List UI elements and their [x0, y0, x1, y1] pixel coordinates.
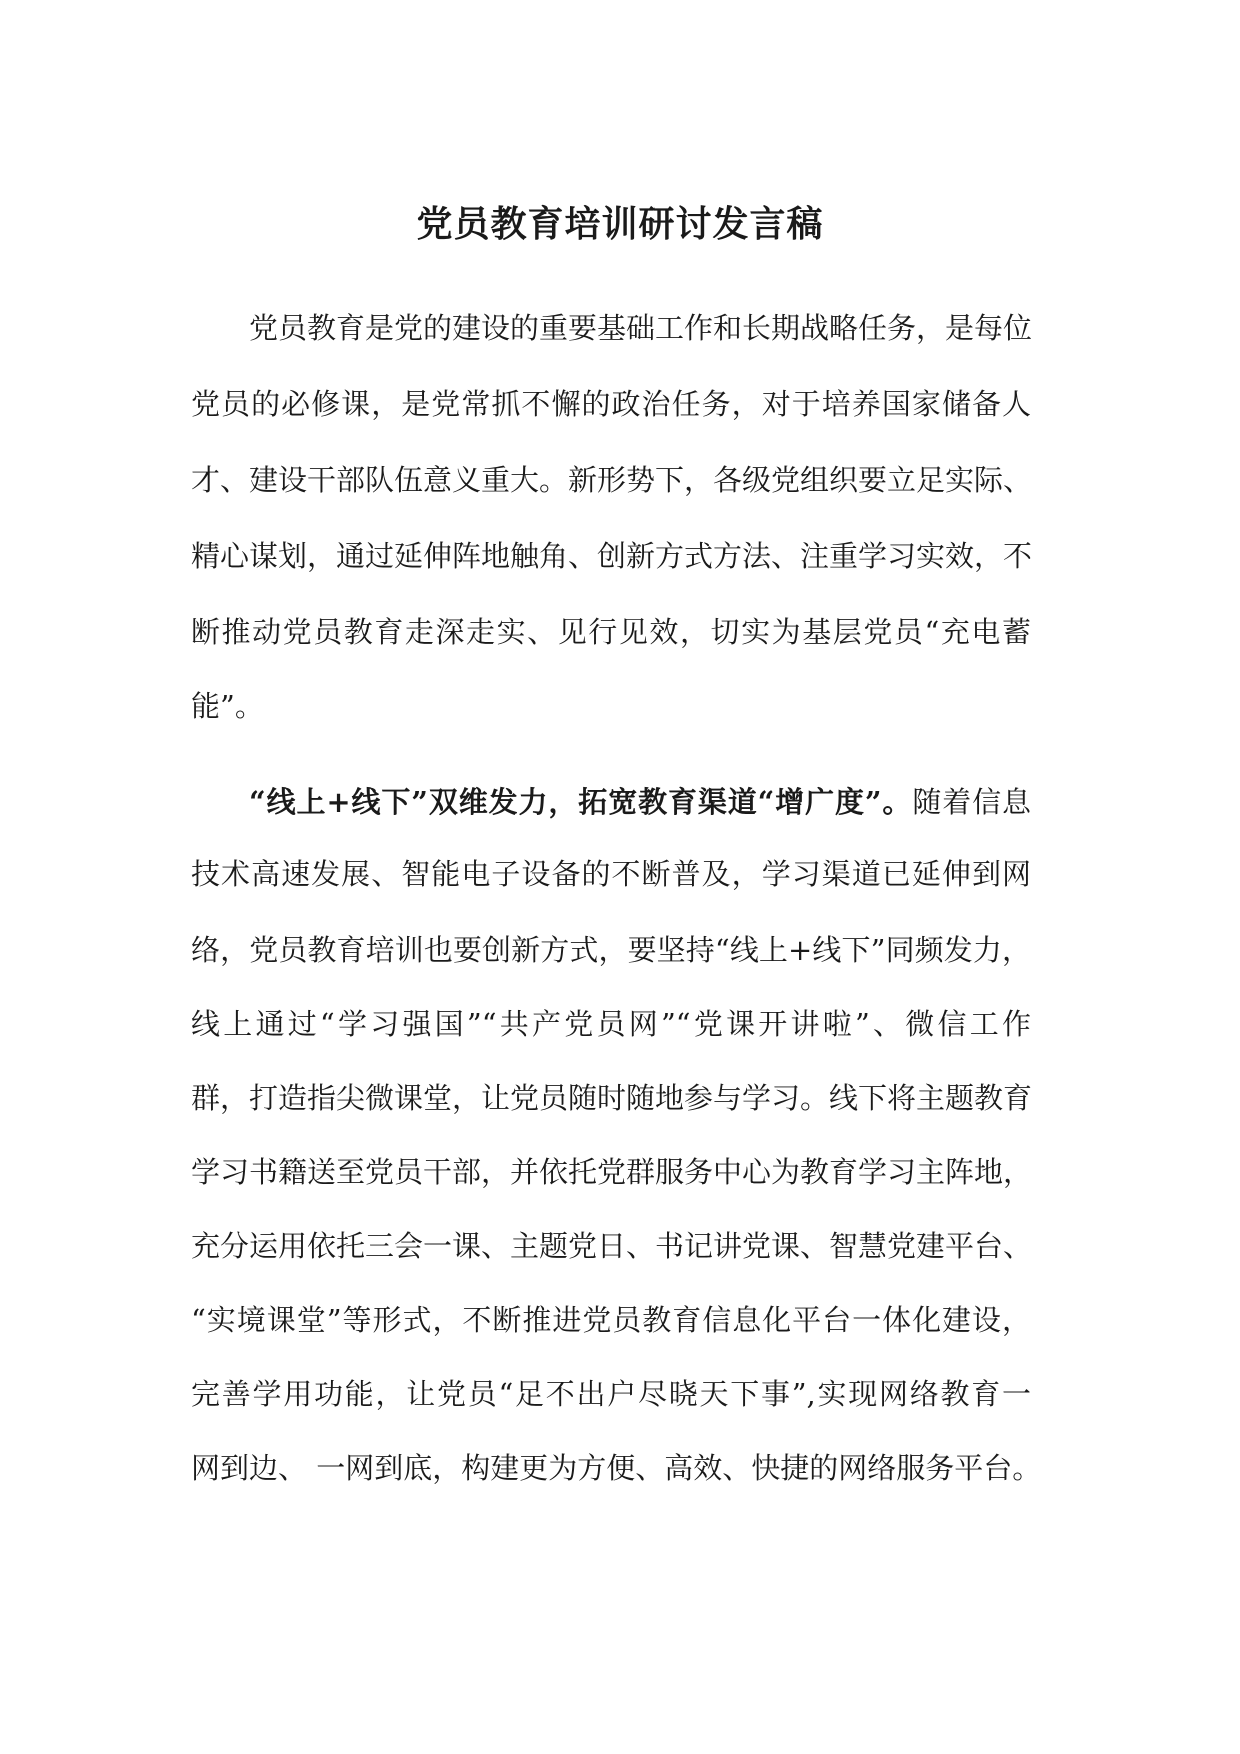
paragraph-2-lead-heading: “线上+线下”双维发力，拓宽教育渠道“增广度”。 — [249, 785, 913, 819]
paragraph-1-line-4: 精心谋划，通过延伸阵地触角、创新方式方法、注重学习实效，不 — [191, 539, 1033, 573]
paragraph-2-line-2: 技术高速发展、智能电子设备的不断普及，学习渠道已延伸到网 — [191, 857, 1031, 891]
paragraph-2-lead-rest: 随着信息 — [912, 785, 1031, 819]
paragraph-1-line-5: 断推动党员教育走深走实、见行见效，切实为基层党员“充电蓄 — [191, 615, 1031, 649]
paragraph-2-line-10: 网到边、 一网到底，构建更为方便、高效、快捷的网络服务平台。 — [191, 1451, 1042, 1485]
paragraph-1-line-2: 党员的必修课，是党常抓不懈的政治任务，对于培养国家储备人 — [191, 387, 1031, 421]
paragraph-2-line-8: “实境课堂”等形式，不断推进党员教育信息化平台一体化建设， — [191, 1303, 1031, 1337]
paragraph-2-line-6: 学习书籍送至党员干部，并依托党群服务中心为教育学习主阵地， — [191, 1155, 1033, 1189]
paragraph-2-line-7: 充分运用依托三会一课、主题党日、书记讲党课、智慧党建平台、 — [191, 1229, 1033, 1263]
paragraph-2-line-1 — [249, 782, 1031, 822]
paragraph-2-line-4: 线上通过“学习强国”“共产党员网”“党课开讲啦”、微信工作 — [191, 1007, 1031, 1041]
paragraph-2-line-3: 络，党员教育培训也要创新方式，要坚持“线上+线下”同频发力， — [191, 933, 1031, 967]
paragraph-1-line-1: 党员教育是党的建设的重要基础工作和长期战略任务，是每位 — [249, 311, 1033, 345]
paragraph-1-line-3: 才、建设干部队伍意义重大。新形势下，各级党组织要立足实际、 — [191, 463, 1033, 497]
paragraph-2-line-9: 完善学用功能，让党员“足不出户尽晓天下事”,实现网络教育一 — [191, 1377, 1031, 1411]
document-title: 党员教育培训研讨发言稿 — [416, 203, 824, 245]
paragraph-2-line-5: 群，打造指尖微课堂，让党员随时随地参与学习。线下将主题教育 — [191, 1081, 1033, 1115]
paragraph-1-line-6: 能”。 — [191, 689, 264, 723]
